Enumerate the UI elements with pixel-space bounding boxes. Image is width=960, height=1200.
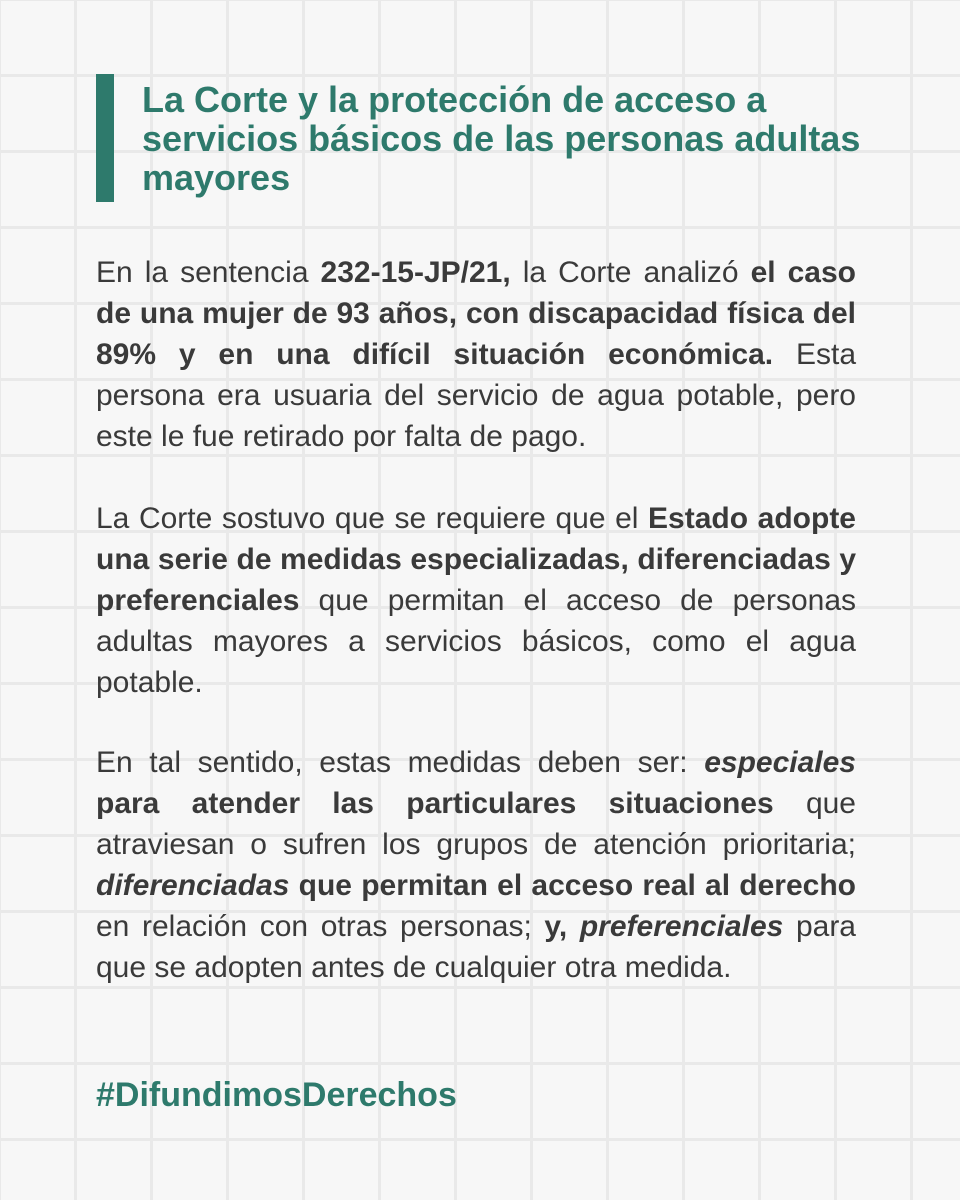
p3-text-3: en relación con otras personas; <box>96 910 545 943</box>
p3-diferenciadas <box>96 869 856 902</box>
p3-especiales-rest: para atender las particulares situaciones <box>96 787 774 820</box>
paragraph-court-ruling <box>96 498 856 703</box>
p3-y: y, <box>544 910 580 943</box>
p3-text-2: que atraviesan o sufren los grupos de atención prioritaria; <box>96 787 856 861</box>
p1-text-3: Esta persona era usuaria del servicio de agua potable, pero este le fue retirado por falta de pago. <box>96 338 856 453</box>
p3-text-4: para que se adopten antes de cualquier otra medida. <box>96 910 856 984</box>
paragraph-measures-detail <box>96 742 856 988</box>
p3-text-1: En tal sentido, estas medidas deben ser: <box>96 746 705 779</box>
p1-case-description: el caso de una mujer de 93 años, con discapacidad física del 89% y en una difícil situación económica. <box>96 256 856 371</box>
p3-diferenciadas-rest: que permitan el acceso real al derecho <box>289 869 856 902</box>
p3-preferenciales-word: preferenciales <box>579 910 784 943</box>
p1-text-1: En la sentencia <box>96 256 321 289</box>
p2-text-1: La Corte sostuvo que se requiere que el <box>96 502 649 535</box>
p3-especiales-word: especiales <box>704 746 856 779</box>
title-accent-bar <box>96 74 114 202</box>
p2-state-measures: Estado adopte una serie de medidas especializadas, diferenciadas y preferenciales <box>96 502 856 617</box>
hashtag: #DifundimosDerechos <box>96 1076 457 1114</box>
p1-sentence-number: 232-15-JP/21, <box>320 256 511 289</box>
p1-text-2: la Corte analizó <box>510 256 751 289</box>
page-title: La Corte y la protección de acceso a servicios básicos de las personas adultas mayores <box>142 79 861 198</box>
p2-text-2: que permitan el acceso de personas adultas mayores a servicios básicos, como el agua potable. <box>96 584 856 699</box>
paragraph-case-summary <box>96 252 856 457</box>
p3-diferenciadas-word: diferenciadas <box>96 869 290 902</box>
p3-preferenciales <box>580 910 783 943</box>
